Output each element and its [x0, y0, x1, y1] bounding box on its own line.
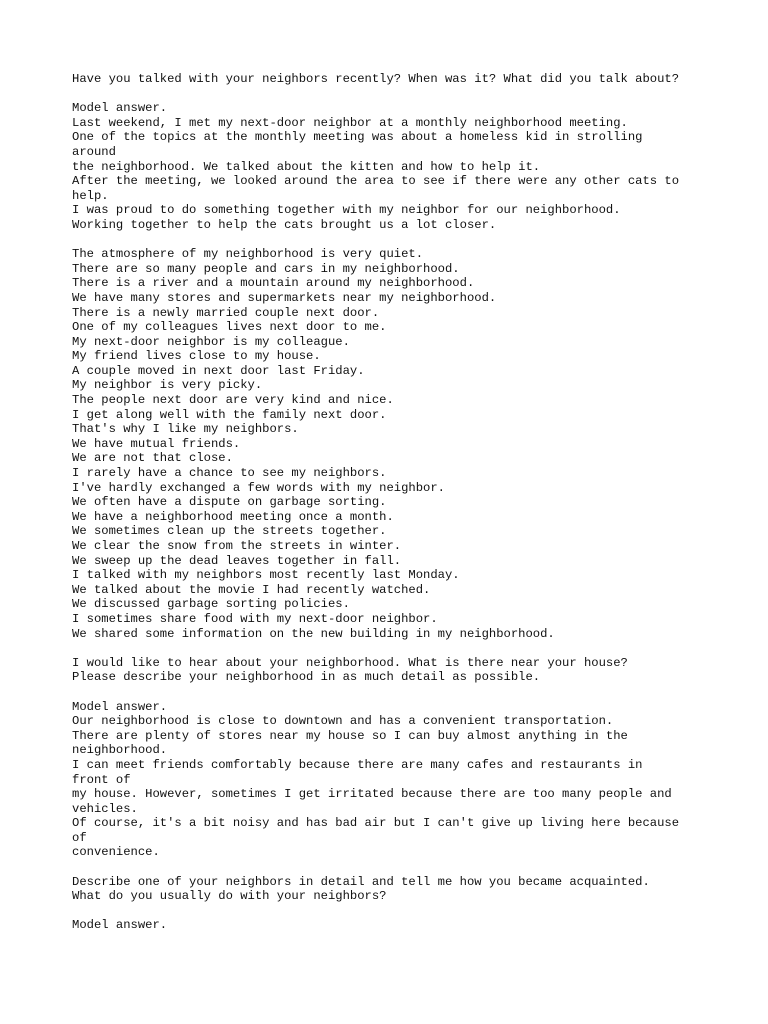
text-line: I can meet friends comfortably because there are many cafes and restaurants in	[72, 757, 643, 772]
paragraph-block	[72, 72, 712, 87]
text-line: vehicles.	[72, 801, 138, 816]
text-line: One of my colleagues lives next door to me.	[72, 320, 387, 335]
text-line: We have many stores and supermarkets near my neighborhood.	[72, 290, 497, 305]
text-line: The people next door are very kind and nice.	[72, 393, 394, 408]
text-line: Please describe your neighborhood in as much detail as possible.	[72, 670, 541, 685]
text-line: What do you usually do with your neighbors?	[72, 889, 387, 904]
text-line: We talked about the movie I had recently watched.	[72, 582, 431, 597]
text-line: my house. However, sometimes I get irritated because there are too many people and	[72, 787, 672, 802]
text-line: After the meeting, we looked around the area to see if there were any other cats to	[72, 174, 680, 189]
paragraph-block	[72, 700, 712, 861]
text-line: Working together to help the cats brought us a lot closer.	[72, 217, 497, 232]
paragraph-block	[72, 918, 712, 933]
text-line: There is a river and a mountain around my neighborhood.	[72, 276, 475, 291]
text-line: We are not that close.	[72, 451, 233, 466]
text-line: around	[72, 144, 116, 159]
text-line: Last weekend, I met my next-door neighbor at a monthly neighborhood meeting.	[72, 115, 628, 130]
text-line: I talked with my neighbors most recently last Monday.	[72, 568, 460, 583]
text-line: There are so many people and cars in my neighborhood.	[72, 261, 460, 276]
document-page	[72, 72, 712, 948]
text-line: I rarely have a chance to see my neighbors.	[72, 466, 387, 481]
text-line: Model answer.	[72, 699, 168, 714]
text-line: Have you talked with your neighbors recently? When was it? What did you talk about?	[72, 72, 680, 86]
text-line: We clear the snow from the streets in winter.	[72, 539, 402, 553]
text-line: Our neighborhood is close to downtown and has a convenient transportation.	[72, 714, 614, 729]
text-line: We have mutual friends.	[72, 436, 241, 451]
text-line: I sometimes share food with my next-door neighbor.	[72, 611, 438, 626]
paragraph-block	[72, 875, 712, 904]
paragraph-block	[72, 101, 712, 232]
text-line: The atmosphere of my neighborhood is very quiet.	[72, 247, 424, 262]
text-line: We have a neighborhood meeting once a month.	[72, 509, 394, 524]
text-line: convenience.	[72, 845, 160, 860]
text-line: front of	[72, 772, 131, 787]
text-line: neighborhood.	[72, 743, 168, 758]
text-line: the neighborhood. We talked about the kitten and how to help it.	[72, 159, 541, 174]
paragraph-block	[72, 247, 712, 641]
text-line: Describe one of your neighbors in detail and tell me how you became acquainted.	[72, 874, 650, 889]
text-line: We shared some information on the new building in my neighborhood.	[72, 626, 555, 641]
text-line: There are plenty of stores near my house so I can buy almost anything in the	[72, 728, 628, 743]
text-line: Model answer.	[72, 918, 168, 933]
text-line: I get along well with the family next door.	[72, 407, 387, 422]
text-line: One of the topics at the monthly meeting was about a homeless kid in strolling	[72, 130, 643, 145]
text-line: We sometimes clean up the streets together.	[72, 524, 387, 539]
text-line: My next-door neighbor is my colleague.	[72, 334, 350, 349]
text-line: There is a newly married couple next door.	[72, 305, 380, 320]
text-line: We often have a dispute on garbage sorting.	[72, 495, 387, 510]
text-line: I would like to hear about your neighborhood. What is there near your house?	[72, 655, 628, 670]
text-line: A couple moved in next door last Friday.	[72, 363, 365, 378]
text-line: That's why I like my neighbors.	[72, 422, 299, 437]
paragraph-block	[72, 656, 712, 685]
text-line: help.	[72, 188, 109, 203]
text-line: We sweep up the dead leaves together in fall.	[72, 553, 402, 568]
text-line: Model answer.	[72, 101, 168, 116]
text-line: I've hardly exchanged a few words with my neighbor.	[72, 480, 445, 495]
text-line: My friend lives close to my house.	[72, 349, 321, 364]
text-line: of	[72, 830, 87, 845]
text-line: My neighbor is very picky.	[72, 378, 263, 393]
text-line: We discussed garbage sorting policies.	[72, 597, 350, 612]
text-line: Of course, it's a bit noisy and has bad air but I can't give up living here because	[72, 816, 680, 831]
text-line: I was proud to do something together with my neighbor for our neighborhood.	[72, 203, 621, 218]
